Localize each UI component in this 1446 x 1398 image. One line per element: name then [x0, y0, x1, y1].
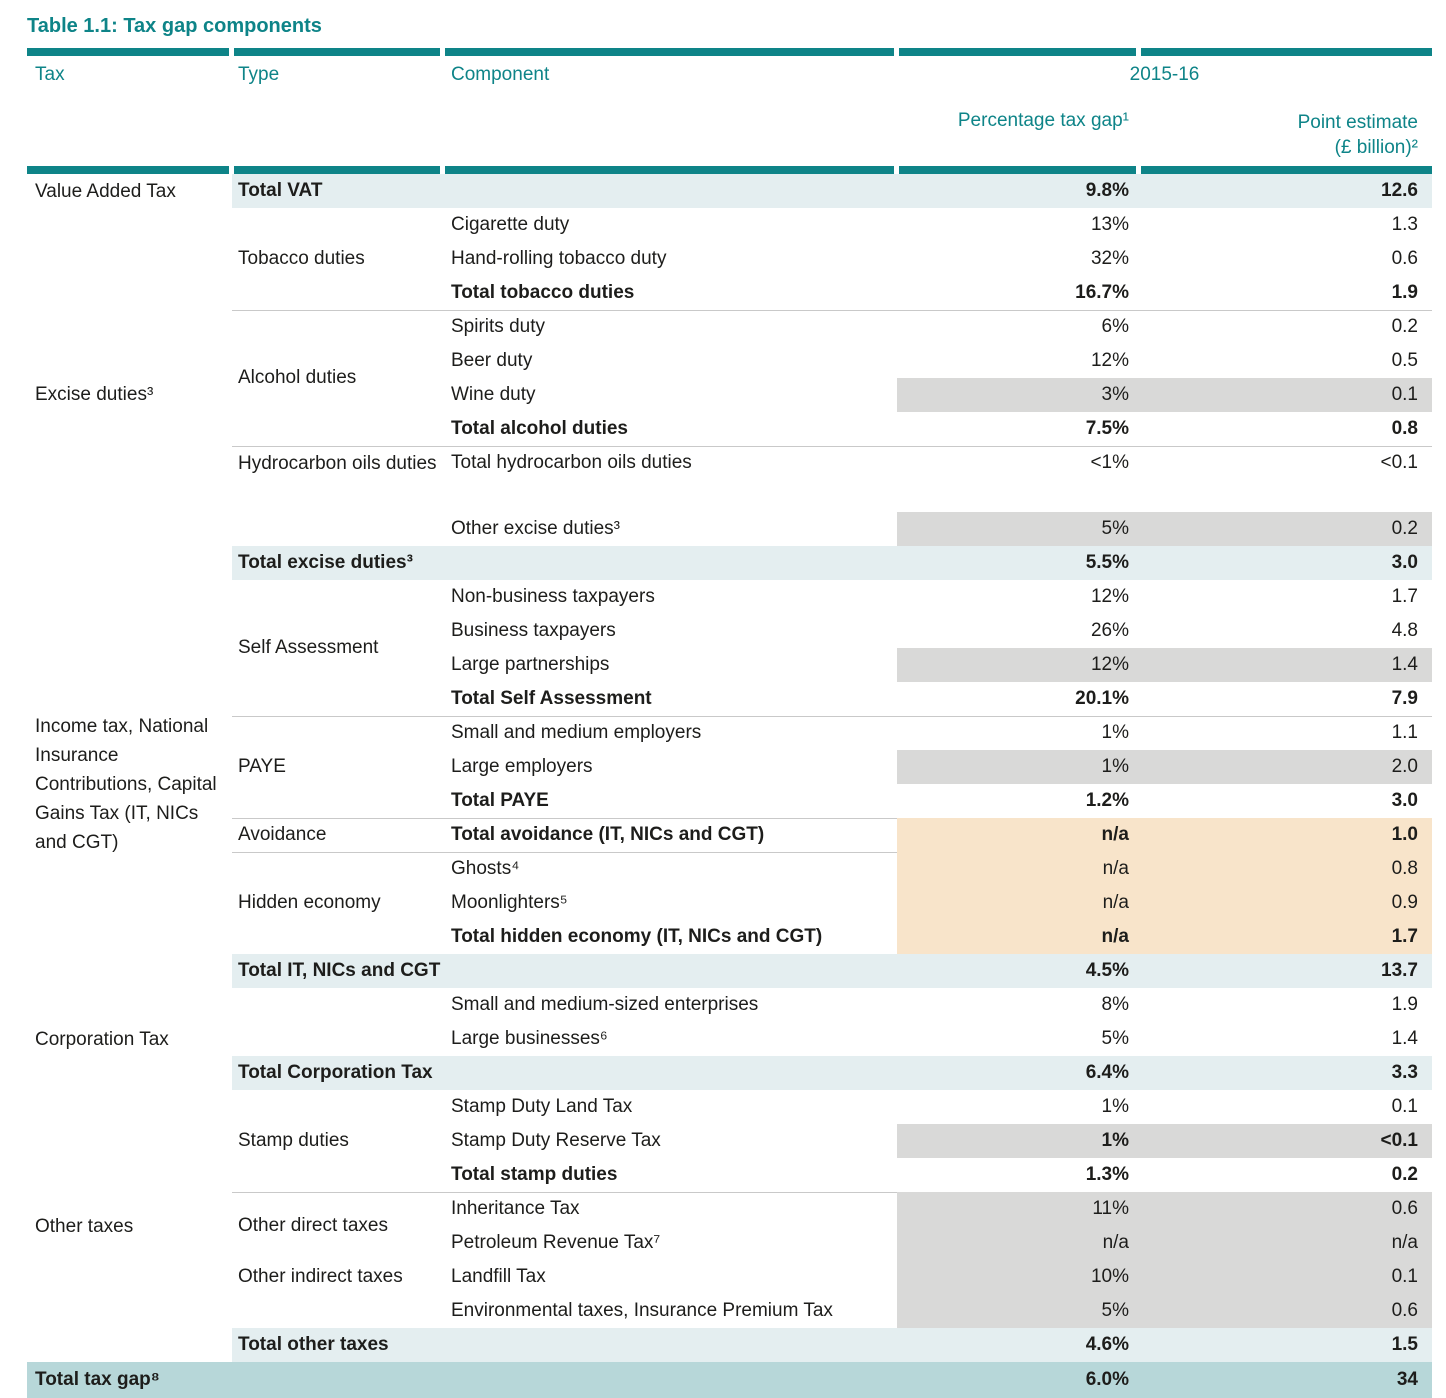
section-total-label: Total IT, NICs and CGT	[232, 954, 897, 988]
component-label: Petroleum Revenue Tax⁷	[451, 1232, 661, 1253]
component-label: Environmental taxes, Insurance Premium Tax	[451, 1300, 833, 1321]
percentage-tax-gap-value: 32%	[1090, 248, 1129, 269]
percentage-tax-gap-value: 5%	[897, 512, 1139, 546]
point-estimate-value: <0.1	[1139, 1124, 1432, 1158]
point-estimate-value: 0.8	[1139, 852, 1432, 886]
type-label: Other direct taxes	[232, 1192, 443, 1260]
percentage-tax-gap-value: 3%	[897, 378, 1139, 412]
component-label: Total stamp duties	[451, 1163, 618, 1185]
point-estimate-value: 1.1	[1139, 716, 1432, 750]
table-row	[27, 954, 1432, 988]
rule-segment	[899, 166, 1136, 174]
component-label: Cigarette duty	[451, 214, 570, 235]
column-header-row	[27, 56, 1432, 108]
component-label: Non-business taxpayers	[451, 586, 655, 607]
component-label: Moonlighters⁵	[451, 892, 568, 913]
table-title: Table 1.1: Tax gap components	[27, 15, 322, 37]
percentage-tax-gap-value: n/a	[897, 1226, 1139, 1260]
point-estimate-value: 4.8	[1391, 620, 1418, 641]
percentage-tax-gap-value: 11%	[897, 1192, 1139, 1226]
header-percentage-tax-gap: Percentage tax gap¹	[957, 110, 1129, 131]
type-label: Alcohol duties	[232, 310, 443, 446]
rule-segment	[234, 48, 440, 56]
point-estimate-value: 0.6	[1139, 1192, 1432, 1226]
component-label: Large partnerships	[451, 654, 610, 675]
point-estimate-value: 1.9	[1391, 994, 1418, 1015]
percentage-tax-gap-value: 20.1%	[1075, 687, 1129, 709]
point-estimate-value: 3.0	[1391, 790, 1418, 811]
component-label: Beer duty	[451, 350, 533, 371]
percentage-tax-gap-value: 5%	[1101, 1028, 1129, 1049]
section-total-label: Total VAT	[232, 174, 897, 208]
component-label: Landfill Tax	[451, 1266, 546, 1287]
component-label: Total tobacco duties	[451, 281, 635, 303]
percentage-tax-gap-value: 8%	[1101, 994, 1129, 1015]
percentage-tax-gap-value: n/a	[897, 886, 1139, 920]
component-label: Hand-rolling tobacco duty	[451, 248, 667, 269]
table-row	[27, 852, 1432, 886]
component-label: Wine duty	[451, 384, 536, 405]
point-estimate-value: 0.6	[1391, 248, 1418, 269]
percentage-tax-gap-value: n/a	[897, 852, 1139, 886]
point-estimate-value: 13.7	[1139, 954, 1432, 988]
percentage-tax-gap-value: 1%	[897, 1124, 1139, 1158]
point-estimate-value: 1.5	[1139, 1328, 1432, 1362]
point-estimate-value: 0.1	[1139, 378, 1432, 412]
point-estimate-value: 1.7	[1391, 586, 1418, 607]
table-row	[27, 818, 1432, 852]
percentage-tax-gap-value: 5%	[897, 1294, 1139, 1328]
point-estimate-value: <0.1	[1139, 446, 1432, 512]
table-row	[27, 446, 1432, 512]
type-label: Other indirect taxes	[238, 1266, 403, 1287]
component-label: Total Self Assessment	[451, 687, 652, 709]
point-estimate-value: 1.4	[1391, 1028, 1418, 1049]
table-row	[27, 512, 1432, 546]
type-label: Tobacco duties	[238, 247, 365, 269]
tax-group-label: Excise duties³	[35, 383, 154, 405]
percentage-tax-gap-value: 1.2%	[1085, 790, 1129, 811]
component-label: Total PAYE	[451, 789, 549, 811]
percentage-tax-gap-value: 1%	[1101, 1096, 1129, 1117]
type-label: Self Assessment	[238, 636, 379, 658]
component-label: Total avoidance (IT, NICs and CGT)	[443, 818, 897, 852]
table-row	[27, 1294, 1432, 1328]
component-label: Small and medium employers	[443, 716, 897, 750]
table-row	[27, 716, 1432, 750]
point-estimate-value: 1.7	[1139, 920, 1432, 954]
component-label: Ghosts⁴	[443, 852, 897, 886]
type-label: Hydrocarbon oils duties	[232, 446, 443, 512]
percentage-tax-gap-value: 10%	[897, 1260, 1139, 1294]
rule-segment	[27, 166, 229, 174]
percentage-tax-gap-value: 6.0%	[897, 1362, 1139, 1398]
component-label: Total hydrocarbon oils duties	[443, 446, 897, 512]
component-label: Stamp Duty Land Tax	[451, 1096, 633, 1117]
percentage-tax-gap-value: 9.8%	[897, 174, 1139, 208]
component-label: Spirits duty	[443, 310, 897, 344]
component-label: Total hidden economy (IT, NICs and CGT)	[451, 926, 823, 947]
percentage-tax-gap-value: 12%	[897, 648, 1139, 682]
point-estimate-value: 0.1	[1391, 1096, 1418, 1117]
header-year: 2015-16	[1129, 64, 1200, 85]
type-label: Avoidance	[232, 818, 443, 852]
section-total-label: Total excise duties³	[232, 546, 897, 580]
point-estimate-value: 1.0	[1139, 818, 1432, 852]
percentage-tax-gap-value: 12%	[1090, 586, 1129, 607]
header-top-rule	[27, 48, 1432, 56]
header-component: Component	[451, 64, 550, 85]
table-row	[27, 580, 1432, 614]
percentage-tax-gap-value: 4.5%	[897, 954, 1139, 988]
percentage-tax-gap-value: <1%	[897, 446, 1139, 512]
percentage-tax-gap-value: 1%	[897, 750, 1139, 784]
component-label: Small and medium-sized enterprises	[451, 994, 759, 1015]
percentage-tax-gap-value: 16.7%	[1075, 281, 1129, 303]
type-label	[232, 988, 443, 1056]
component-label: Total alcohol duties	[451, 417, 628, 439]
table-row	[27, 1328, 1432, 1362]
percentage-tax-gap-value: n/a	[897, 818, 1139, 852]
point-estimate-value: 7.9	[1391, 687, 1418, 709]
percentage-tax-gap-value: 12%	[1090, 350, 1129, 371]
component-label: Other excise duties³	[451, 518, 620, 539]
section-total-label: Total other taxes	[232, 1328, 897, 1362]
point-estimate-value: 2.0	[1139, 750, 1432, 784]
table-row	[27, 310, 1432, 344]
point-estimate-value: 1.4	[1139, 648, 1432, 682]
percentage-tax-gap-value: n/a	[897, 920, 1139, 954]
point-estimate-value: 12.6	[1139, 174, 1432, 208]
header-type: Type	[238, 64, 280, 85]
table-row	[27, 1362, 1432, 1398]
point-estimate-value: 3.0	[1139, 546, 1432, 580]
component-label: Large businesses⁶	[451, 1028, 608, 1049]
point-estimate-value: 0.2	[1391, 1164, 1418, 1185]
column-subheader-row	[27, 108, 1432, 166]
point-estimate-value: 3.3	[1139, 1056, 1432, 1090]
table-row	[27, 1192, 1432, 1226]
rule-segment	[445, 166, 894, 174]
tax-group-label: Income tax, National Insurance Contributions, Capital Gains Tax (IT, NICs and CGT)	[35, 715, 217, 853]
percentage-tax-gap-value: 1%	[897, 716, 1139, 750]
percentage-tax-gap-value: 6%	[897, 310, 1139, 344]
rule-segment	[1141, 166, 1432, 174]
point-estimate-value: 0.2	[1139, 512, 1432, 546]
type-label	[232, 1294, 443, 1328]
component-label: Business taxpayers	[451, 620, 616, 641]
table-row	[27, 546, 1432, 580]
tax-group-label: Other taxes	[35, 1215, 134, 1237]
point-estimate-value: 1.3	[1391, 214, 1418, 235]
percentage-tax-gap-value: 13%	[1090, 214, 1129, 235]
rule-segment	[445, 48, 894, 56]
header-tax: Tax	[35, 64, 65, 85]
tax-group-label: Corporation Tax	[35, 1028, 169, 1050]
type-label: Hidden economy	[232, 852, 443, 954]
section-total-label: Total Corporation Tax	[232, 1056, 897, 1090]
point-estimate-value: 0.6	[1139, 1294, 1432, 1328]
type-label: PAYE	[232, 716, 443, 818]
point-estimate-value: 0.2	[1139, 310, 1432, 344]
rule-segment	[899, 48, 1136, 56]
component-label: Large employers	[451, 756, 593, 777]
point-estimate-value: 0.1	[1139, 1260, 1432, 1294]
point-estimate-value: 1.9	[1391, 281, 1418, 303]
point-estimate-value: 0.5	[1391, 350, 1418, 371]
percentage-tax-gap-value: 6.4%	[897, 1056, 1139, 1090]
type-label: Stamp duties	[238, 1129, 349, 1151]
point-estimate-value: 0.8	[1391, 417, 1418, 439]
rule-segment	[234, 166, 440, 174]
point-estimate-value: n/a	[1139, 1226, 1432, 1260]
rule-segment	[1141, 48, 1432, 56]
table-row	[27, 1090, 1432, 1124]
table-row	[27, 1056, 1432, 1090]
component-label: Inheritance Tax	[443, 1192, 897, 1226]
percentage-tax-gap-value: 26%	[1090, 620, 1129, 641]
rule-segment	[27, 48, 229, 56]
component-label: Stamp Duty Reserve Tax	[451, 1130, 661, 1151]
header-bottom-rule	[27, 166, 1432, 174]
tax-group-label: Value Added Tax	[35, 180, 176, 202]
table-row	[27, 988, 1432, 1022]
table-row	[27, 174, 1432, 208]
percentage-tax-gap-value: 1.3%	[1085, 1164, 1129, 1185]
table-row	[27, 208, 1432, 242]
tax-gap-table	[27, 48, 1432, 1398]
percentage-tax-gap-value: 7.5%	[1085, 417, 1129, 439]
type-label	[232, 512, 443, 546]
grand-total-label: Total tax gap⁸	[27, 1362, 897, 1398]
point-estimate-value: 0.9	[1139, 886, 1432, 920]
percentage-tax-gap-value: 4.6%	[897, 1328, 1139, 1362]
header-point-estimate: Point estimate (£ billion)²	[1297, 112, 1418, 158]
table-row	[27, 1260, 1432, 1294]
point-estimate-value: 34	[1139, 1362, 1432, 1398]
percentage-tax-gap-value: 5.5%	[897, 546, 1139, 580]
